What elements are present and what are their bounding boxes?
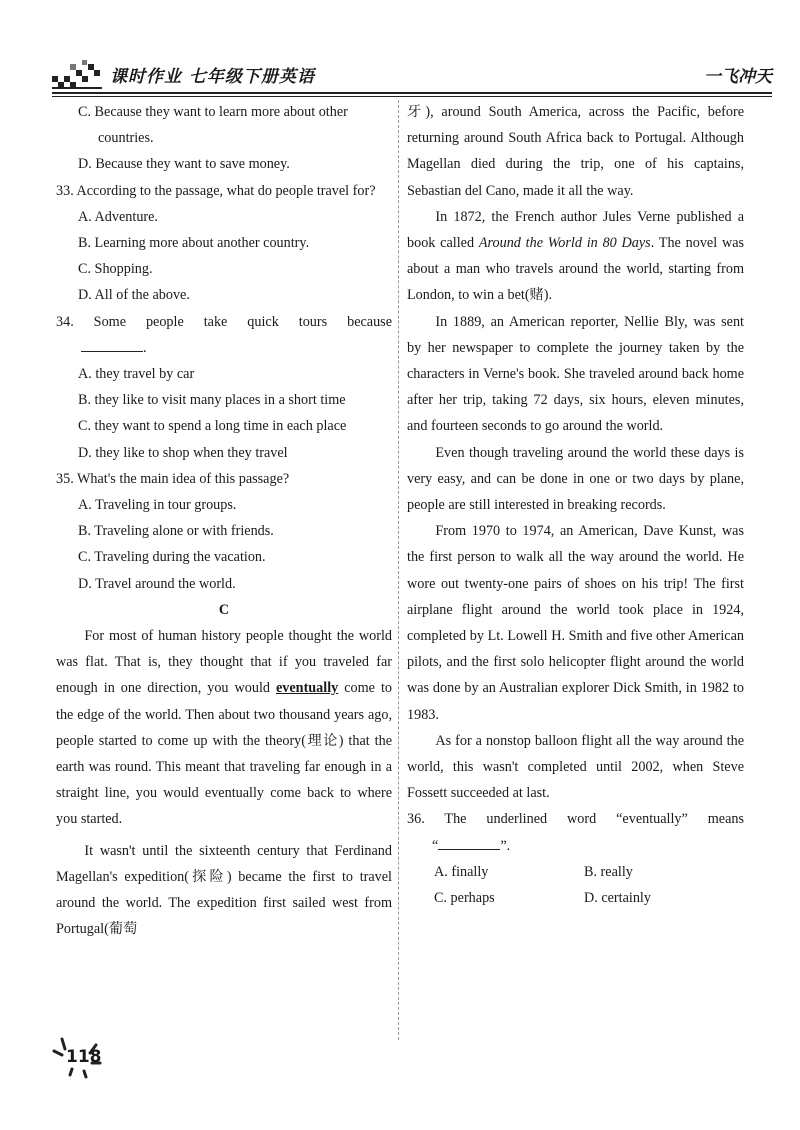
- q33-option-d: D. All of the above.: [78, 287, 190, 304]
- q34-blank-line: .: [56, 335, 392, 361]
- q34-option-a: A. they travel by car: [78, 366, 195, 383]
- q33-option-a: A. Adventure.: [78, 208, 158, 225]
- q36-option-b: B. really: [584, 863, 633, 880]
- q36-options-row-2: [407, 885, 744, 911]
- header-rule-thin: [52, 96, 772, 97]
- passage-paragraph-1: [56, 623, 392, 833]
- section-heading: C: [218, 601, 230, 618]
- q36-option-d: D. certainly: [584, 890, 651, 907]
- header-brand: 一飞冲天: [704, 67, 772, 87]
- passage-paragraph-6: From 1970 to 1974, an American, Dave Kunst, was the first person to walk all the way around the world. He wore out twenty-one pairs of shoes on his trip! The first airplane flight around the world took place in 1924, completed by Lt. Lowell H. Smith and five other American pilots, and the first solo helicopter flight around the world was done by an Australian explorer Dick Smith, in 1982 to 1983.: [407, 523, 744, 723]
- checker-logo-icon: [52, 58, 102, 90]
- q36-blank: [438, 835, 500, 850]
- right-column: [407, 99, 744, 911]
- q34-option-d: D. they like to shop when they travel: [78, 444, 288, 461]
- p1-part-a: For most of human history people thought the world was flat. That is, they thought that if you traveled far enough in one direction, you would: [56, 628, 392, 697]
- q36-stem: 36. The underlined word “eventually” means: [407, 811, 744, 828]
- q34-stem: [56, 309, 392, 335]
- p3-part-b: . The novel was about a man who travels around the world, starting from London, to win a bet(赌).: [407, 235, 745, 304]
- passage-paragraph-2-continued: 牙), around South America, across the Pacific, before returning around South Africa back to Portugal. Although Magellan died during the trip, one of his captains, Sebastian del Cano, made it all the way.: [407, 104, 744, 199]
- page-header: [52, 58, 772, 94]
- q32-option-c: C. Because they want to learn more about other countries.: [78, 104, 348, 147]
- q33-option-c: C. Shopping.: [78, 261, 153, 278]
- q36-option-a: A. finally: [434, 863, 489, 880]
- q36-options-row-1: [407, 859, 744, 885]
- q36-option-c: C. perhaps: [434, 890, 495, 907]
- page-number: 118: [66, 1047, 102, 1067]
- q35-option-b: B. Traveling alone or with friends.: [78, 523, 274, 540]
- q34-text: 34. Some people take quick tours because: [56, 313, 392, 330]
- q34-option-b: B. they like to visit many places in a short time: [78, 392, 346, 409]
- passage-paragraph-5: Even though traveling around the world these days is very easy, and can be done in one or two days by plane, people are still interested in breaking records.: [407, 444, 744, 514]
- q35-option-d: D. Travel around the world.: [78, 575, 236, 592]
- left-column: [56, 99, 392, 943]
- book-title: Around the World in 80 Days: [478, 235, 651, 252]
- q32-option-d: D. Because they want to save money.: [78, 156, 290, 173]
- q35-option-a: A. Traveling in tour groups.: [78, 497, 237, 514]
- page-number-badge: [52, 1035, 104, 1081]
- q36-blank-line: “ ”.: [407, 833, 744, 859]
- q34-blank: [81, 337, 143, 352]
- passage-paragraph-3: [407, 204, 744, 309]
- q35-stem: 35. What's the main idea of this passage?: [56, 470, 290, 487]
- q33-option-b: B. Learning more about another country.: [78, 235, 310, 252]
- passage-paragraph-4: In 1889, an American reporter, Nellie Bly, was sent by her newspaper to complete the journey taken by the characters in Verne's book. She traveled around back home after her trip, taking 72 days, six hours, eleven minutes, and fourteen seconds to go around the world.: [407, 313, 744, 435]
- passage-paragraph-7: As for a nonstop balloon flight all the way around the world, this wasn't completed until 2002, when Steve Fossett succeeded at last.: [407, 732, 744, 802]
- header-title: 课时作业 七年级下册英语: [110, 67, 315, 87]
- q34-option-c: C. they want to spend a long time in each place: [78, 418, 347, 435]
- passage-paragraph-2: It wasn't until the sixteenth century that Ferdinand Magellan's expedition(探险) became the first to travel around the world. The expedition first sailed west from Portugal(葡萄: [56, 842, 392, 938]
- column-divider: [398, 100, 399, 1040]
- p3-part-a: In 1872, the French author Jules Verne published a book called: [407, 208, 744, 252]
- q33-stem: 33. According to the passage, what do people travel for?: [56, 182, 376, 199]
- q35-option-c: C. Traveling during the vacation.: [78, 549, 266, 566]
- header-rule: [52, 92, 772, 94]
- p1-part-b: come to the edge of the world. Then about two thousand years ago, people started to come up with the theory(理论) that the earth was round. This meant that traveling far enough in a straight line, you would eventually come back to where you started.: [56, 680, 393, 828]
- underlined-word: eventually: [275, 680, 339, 697]
